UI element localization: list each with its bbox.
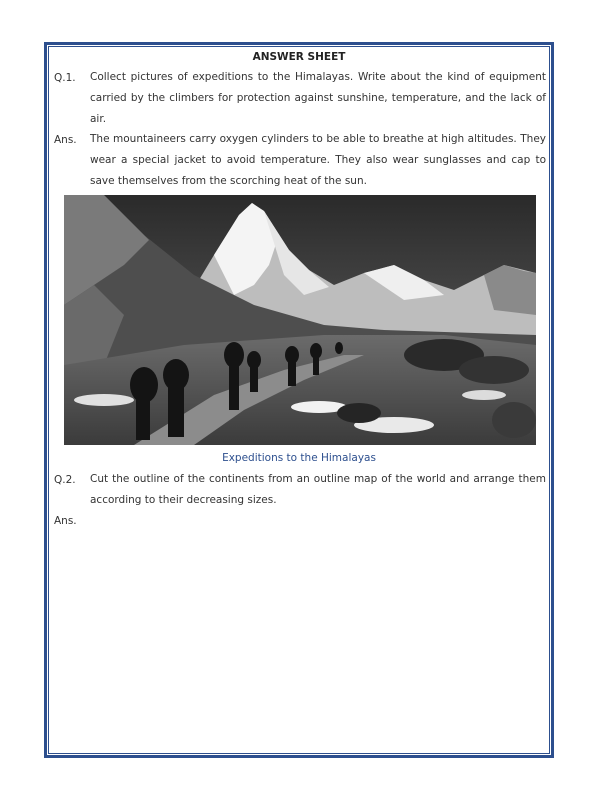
question-2-label: Q.2. xyxy=(54,474,76,486)
question-1-text: Collect pictures of expeditions to the Himalayas. Write about the kind of equipment carried by the climbers for protection against sunshine, temperature, and the lack of air. xyxy=(90,71,546,125)
answer-2-label: Ans. xyxy=(54,515,77,527)
photo-caption: Expeditions to the Himalayas xyxy=(222,452,376,464)
question-1-label: Q.1. xyxy=(54,72,76,84)
answer-1-text: The mountaineers carry oxygen cylinders to be able to breathe at high altitudes. They wear a special jacket to avoid temperature. They also wear sunglasses and cap to save themselves from the scorching heat of the sun. xyxy=(90,133,546,187)
himalaya-expedition-photo xyxy=(64,195,536,445)
page-title: ANSWER SHEET xyxy=(252,51,346,63)
question-2-text: Cut the outline of the continents from an outline map of the world and arrange them according to their decreasing sizes. xyxy=(90,473,546,506)
answer-1-label: Ans. xyxy=(54,134,77,146)
